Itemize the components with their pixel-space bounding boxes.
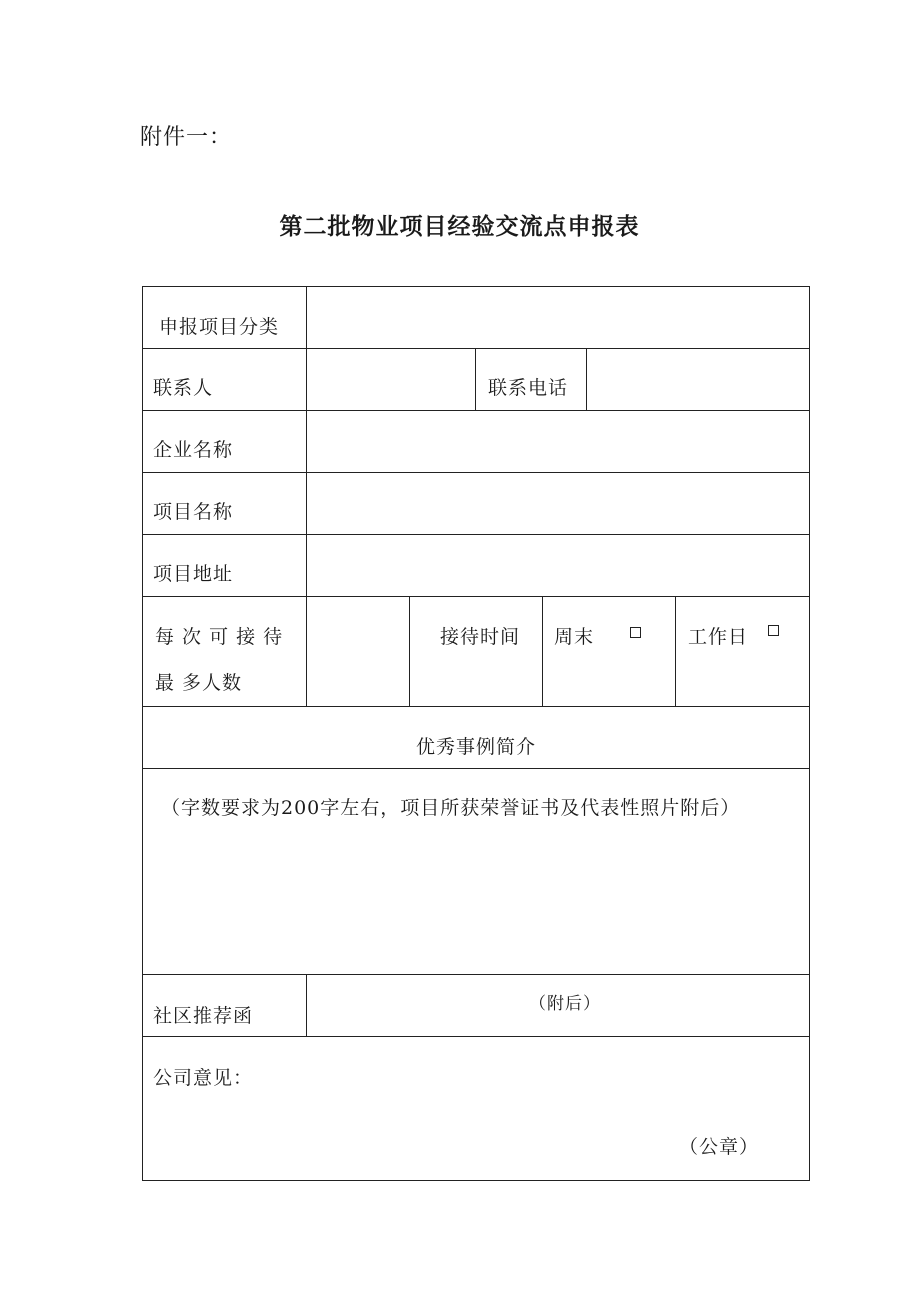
- case-intro-text-area[interactable]: [145, 827, 806, 972]
- application-form-table: [142, 286, 810, 1181]
- column-divider: [306, 974, 307, 1036]
- max-visitors-label-line2: 最 多人数: [155, 672, 243, 694]
- column-divider: [675, 596, 676, 706]
- contact-person-field[interactable]: [308, 350, 473, 408]
- project-category-label: 申报项目分类: [159, 316, 280, 338]
- row-divider: [143, 596, 809, 597]
- row-divider: [143, 1036, 809, 1037]
- row-divider: [143, 768, 809, 769]
- weekend-label: 周末: [554, 626, 595, 648]
- max-visitors-label-line1: 每 次 可 接 待: [155, 626, 284, 648]
- contact-person-label: 联系人: [153, 377, 214, 399]
- attachment-label: 附件一：: [140, 125, 233, 150]
- company-name-field[interactable]: [308, 412, 806, 470]
- row-divider: [143, 706, 809, 707]
- project-name-label: 项目名称: [153, 501, 234, 523]
- column-divider: [542, 596, 543, 706]
- column-divider: [306, 287, 307, 706]
- row-divider: [143, 348, 809, 349]
- reception-time-label: 接待时间: [440, 626, 521, 648]
- workday-checkbox[interactable]: [768, 625, 779, 636]
- company-name-label: 企业名称: [153, 439, 234, 461]
- row-divider: [143, 410, 809, 411]
- company-opinion-field[interactable]: [145, 1092, 806, 1132]
- community-letter-label: 社区推荐函: [153, 1005, 254, 1027]
- case-intro-heading: 优秀事例简介: [415, 736, 536, 758]
- project-address-label: 项目地址: [153, 563, 234, 585]
- company-opinion-label: 公司意见：: [153, 1067, 254, 1089]
- project-name-field[interactable]: [308, 474, 806, 532]
- column-divider: [586, 348, 587, 410]
- column-divider: [409, 596, 410, 706]
- column-divider: [475, 348, 476, 410]
- contact-phone-label: 联系电话: [488, 377, 569, 399]
- community-letter-note: （附后）: [529, 994, 601, 1014]
- row-divider: [143, 472, 809, 473]
- form-title: 第二批物业项目经验交流点申报表: [279, 214, 640, 240]
- company-seal-label: （公章）: [679, 1136, 760, 1158]
- project-address-field[interactable]: [308, 536, 806, 594]
- workday-label: 工作日: [688, 626, 749, 648]
- row-divider: [143, 974, 809, 975]
- max-visitors-field[interactable]: [308, 598, 407, 704]
- contact-phone-field[interactable]: [588, 350, 806, 408]
- project-category-field[interactable]: [308, 289, 806, 347]
- weekend-checkbox[interactable]: [630, 627, 641, 638]
- row-divider: [143, 534, 809, 535]
- case-intro-note: （字数要求为200字左右，项目所获荣誉证书及代表性照片附后）: [161, 797, 741, 819]
